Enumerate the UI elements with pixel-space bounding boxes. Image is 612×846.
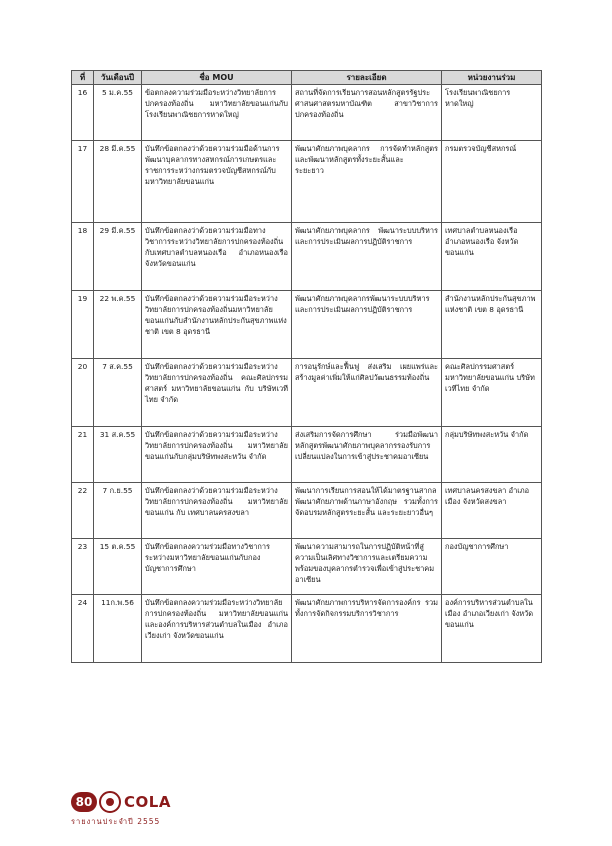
header-detail: รายละเอียด (292, 71, 442, 85)
college-seal-icon (99, 791, 121, 813)
row-date: 11ก.พ.56 (94, 595, 142, 663)
row-detail: พัฒนาศักยภาพบุคลากรพัฒนาระบบบริหารและการประเมินผลการปฏิบัติราชการ (292, 291, 442, 359)
row-detail: สถานที่จัดการเรียนการสอนหลักสูตรรัฐประศาสนศาสตรมหาบัณฑิต สาขาวิชาการปกครองท้องถิ่น (292, 85, 442, 141)
table-row (72, 595, 542, 663)
row-partner: โรงเรียนพาณิชยการหาดใหญ่ (442, 85, 542, 141)
row-date: 7 ส.ค.55 (94, 359, 142, 427)
row-number: 23 (72, 539, 94, 595)
row-number: 24 (72, 595, 94, 663)
row-mou-name: บันทึกข้อตกลงว่าด้วยความร่วมมือระหว่างวิทยาลัยการปกครองท้องถิ่น มหาวิทยาลัยขอนแก่น กับ เทศบาลนครสงขลา (142, 483, 292, 539)
brand-logo-text: COLA (124, 793, 171, 811)
row-mou-name: บันทึกข้อตกลงความร่วมมือระหว่างวิทยาลัยการปกครองท้องถิ่น มหาวิทยาลัยขอนแก่น และองค์การบริหารส่วนตำบลในเมือง อำเภอเวียงเก่า จังหวัดขอนแก่น (142, 595, 292, 663)
row-date: 22 พ.ค.55 (94, 291, 142, 359)
report-title: รายงานประจำปี 2555 (71, 817, 161, 826)
row-date: 31 ส.ค.55 (94, 427, 142, 483)
row-number: 21 (72, 427, 94, 483)
row-number: 19 (72, 291, 94, 359)
header-mou-name: ชื่อ MOU (142, 71, 292, 85)
header-date: วันเดือนปี (94, 71, 142, 85)
row-date: 5 ม.ค.55 (94, 85, 142, 141)
page-footer (71, 792, 271, 832)
header-no: ที่ (72, 71, 94, 85)
table-row (72, 291, 542, 359)
row-partner: เทศบาลตำบลหนองเรือ อำเภอหนองเรือ จังหวัดขอนแก่น (442, 223, 542, 291)
table-row (72, 359, 542, 427)
row-mou-name: บันทึกข้อตกลงความร่วมมือทางวิชาการระหว่างมหาวิทยาลัยขอนแก่นกับกองบัญชาการศึกษา (142, 539, 292, 595)
row-partner: กรมตรวจบัญชีสหกรณ์ (442, 141, 542, 223)
row-number: 17 (72, 141, 94, 223)
row-partner: องค์การบริหารส่วนตำบลในเมือง อำเภอเวียงเก่า จังหวัดขอนแก่น (442, 595, 542, 663)
table-row (72, 223, 542, 291)
row-detail: พัฒนาศักยภาพบุคลากร การจัดทำหลักสูตรและพัฒนาหลักสูตรทั้งระยะสั้นและ ระยะยาว (292, 141, 442, 223)
table-row (72, 539, 542, 595)
mou-table (71, 70, 542, 663)
row-partner: กลุ่มบริษัทพงสะหวัน จำกัด (442, 427, 542, 483)
row-number: 22 (72, 483, 94, 539)
row-date: 28 มี.ค.55 (94, 141, 142, 223)
row-date: 29 มี.ค.55 (94, 223, 142, 291)
table-row (72, 483, 542, 539)
row-detail: ส่งเสริมการจัดการศึกษา ร่วมมือพัฒนาหลักสูตรพัฒนาศักยภาพบุคลากรรองรับการเปลี่ยนแปลงในการเข้าสู่ประชาคมอาเซียน (292, 427, 442, 483)
row-number: 18 (72, 223, 94, 291)
row-partner: สำนักงานหลักประกันสุขภาพแห่งชาติ เขต 8 อุดรธานี (442, 291, 542, 359)
row-date: 15 ต.ค.55 (94, 539, 142, 595)
row-detail: พัฒนาศักยภาพบุคลากร พัฒนาระบบบริหารและการประเมินผลการปฏิบัติราชการ (292, 223, 442, 291)
row-date: 7 ก.ย.55 (94, 483, 142, 539)
row-mou-name: บันทึกข้อตกลงว่าด้วยความร่วมมือด้านการพัฒนาบุคลากรทางสหกรณ์การเกษตรและราชการระหว่างกรมตรวจบัญชีสหกรณ์กับมหาวิทยาลัยขอนแก่น (142, 141, 292, 223)
row-mou-name: บันทึกข้อตกลงว่าด้วยความร่วมมือระหว่างวิทยาลัยการปกครองท้องถิ่นมหาวิทยาลัยขอนแก่นกับสำนักงานหลักประกันสุขภาพแห่งชาติ เขต 8 อุดรธานี (142, 291, 292, 359)
row-mou-name: บันทึกข้อตกลงว่าด้วยความร่วมมือระหว่างวิทยาลัยการปกครองท้องถิ่น คณะศิลปกรรมศาสตร์ มหาวิทยาลัยขอนแก่น กับ บริษัทเวทีไทย จำกัด (142, 359, 292, 427)
row-mou-name: บันทึกข้อตกลงว่าด้วยความร่วมมือทางวิชาการระหว่างวิทยาลัยการปกครองท้องถิ่นกับเทศบาลตำบลหนองเรือ อำเภอหนองเรือ จังหวัดขอนแก่น (142, 223, 292, 291)
row-detail: พัฒนาศักยภาพการบริหารจัดการองค์กร รวมทั้งการจัดกิจกรรมบริการวิชาการ (292, 595, 442, 663)
row-partner: เทศบาลนครสงขลา อำเภอเมือง จังหวัดสงขลา (442, 483, 542, 539)
page-number: 80 (71, 792, 97, 812)
row-partner: คณะศิลปกรรมศาสตร์ มหาวิทยาลัยขอนแก่น บริษัทเวทีไทย จำกัด (442, 359, 542, 427)
table-row (72, 427, 542, 483)
row-mou-name: ข้อตกลงความร่วมมือระหว่างวิทยาลัยการปกครองท้องถิ่น มหาวิทยาลัยขอนแก่นกับโรงเรียนพาณิชยการหาดใหญ่ (142, 85, 292, 141)
row-detail: พัฒนาการเรียนการสอนให้ได้มาตรฐานสากล พัฒนาศักยภาพด้านภาษาอังกฤษ รวมทั้งการจัดอบรมหลักสูตรระยะสั้น และระยะยาวอื่นๆ (292, 483, 442, 539)
row-partner: กองบัญชาการศึกษา (442, 539, 542, 595)
row-detail: พัฒนาความสามารถในการปฏิบัติหน้าที่สู่ความเป็นเลิศทางวิชาการและเตรียมความพร้อมของบุคลากรตำรวจเพื่อเข้าสู่ประชาคมอาเซียน (292, 539, 442, 595)
header-partner: หน่วยงานร่วม (442, 71, 542, 85)
table-row (72, 85, 542, 141)
row-mou-name: บันทึกข้อตกลงว่าด้วยความร่วมมือระหว่างวิทยาลัยการปกครองท้องถิ่น มหาวิทยาลัยขอนแก่นกับกลุ่มบริษัทพงสะหวัน จำกัด (142, 427, 292, 483)
table-row (72, 141, 542, 223)
row-detail: การอนุรักษ์และฟื้นฟู ส่งเสริม เผยแพร่และสร้างมูลค่าเพิ่มให้แก่ศิลปวัฒนธรรมท้องถิ่น (292, 359, 442, 427)
row-number: 16 (72, 85, 94, 141)
row-number: 20 (72, 359, 94, 427)
table-header-row (72, 71, 542, 85)
